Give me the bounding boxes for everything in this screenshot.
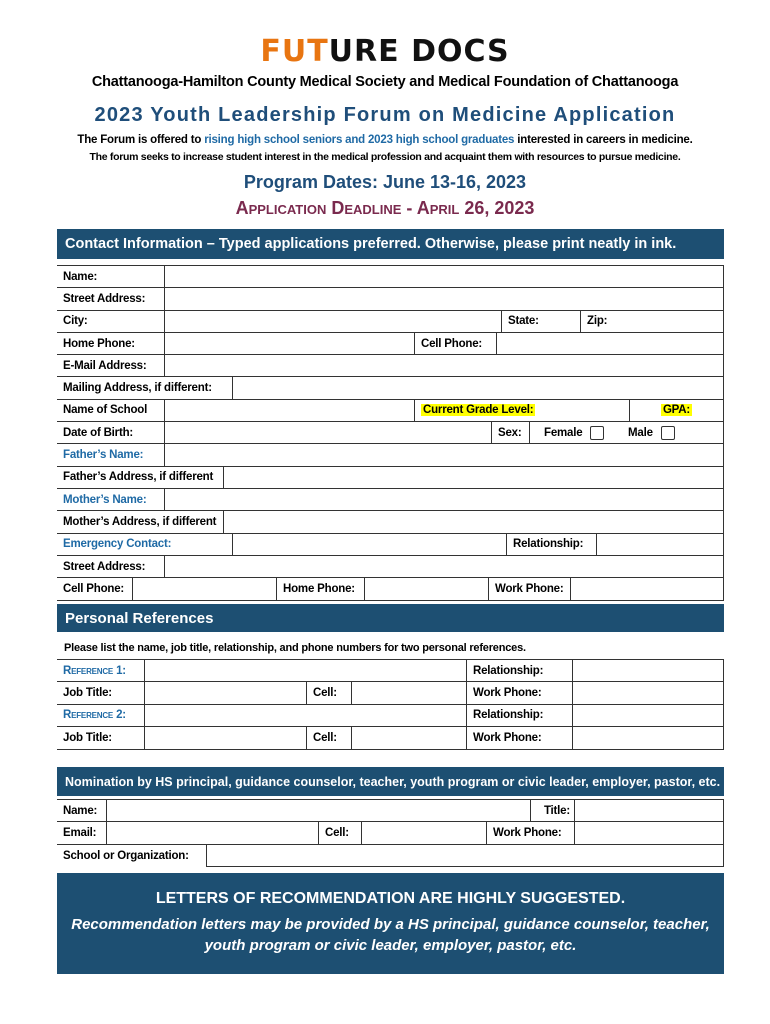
- row-father-address: [57, 467, 723, 489]
- ref1-job-title-label: Job Title:: [57, 682, 145, 703]
- home-phone-label: Home Phone:: [57, 333, 165, 354]
- name-label: Name:: [57, 266, 165, 287]
- relationship-field[interactable]: [597, 534, 723, 555]
- references-section-header: Personal References: [57, 604, 724, 632]
- ref2-cell-field[interactable]: [352, 727, 467, 749]
- organization-name: Chattanooga-Hamilton County Medical Society and Medical Foundation of Chattanooga: [91, 74, 679, 90]
- row-name: [57, 266, 723, 288]
- father-name-label: Father’s Name:: [57, 444, 165, 465]
- home-phone-field[interactable]: [165, 333, 415, 354]
- mother-address-label: Mother’s Address, if different: [57, 511, 224, 532]
- father-address-field[interactable]: [224, 467, 723, 488]
- recommendation-text-line-1: Recommendation letters may be provided by a HS principal, guidance counselor, teacher,: [71, 916, 710, 933]
- nominator-title-label: Title:: [531, 800, 575, 821]
- name-field[interactable]: [165, 266, 723, 287]
- male-option: [628, 422, 723, 443]
- logo-rest: URE DOCS: [328, 34, 510, 69]
- dob-label: Date of Birth:: [57, 422, 165, 443]
- emergency-field[interactable]: [233, 534, 507, 555]
- nominator-name-field[interactable]: [107, 800, 531, 821]
- mailing-label: Mailing Address, if different:: [57, 377, 233, 398]
- row-mother-name: [57, 489, 723, 511]
- page-title: 2023 Youth Leadership Forum on Medicine Application: [94, 104, 676, 126]
- intro-highlight: rising high school seniors and 2023 high school graduates: [204, 134, 515, 146]
- ref2-relationship-field[interactable]: [573, 705, 723, 726]
- intro-text-a: The Forum is offered to: [77, 134, 205, 146]
- ref2-job-title-label: Job Title:: [57, 727, 145, 749]
- female-checkbox[interactable]: [590, 426, 604, 440]
- street-label: Street Address:: [57, 288, 165, 309]
- city-label: City:: [57, 311, 165, 332]
- sex-label: Sex:: [492, 422, 530, 443]
- application-deadline: Application Deadline - April 26, 2023: [235, 198, 535, 218]
- nominator-email-label: Email:: [57, 822, 107, 843]
- ref1-job-title-field[interactable]: [145, 682, 307, 703]
- references-form: [57, 659, 724, 750]
- dob-field[interactable]: [165, 422, 492, 443]
- ref1-cell-label: Cell:: [307, 682, 352, 703]
- cell-phone-field[interactable]: [497, 333, 723, 354]
- nominator-work-phone-field[interactable]: [575, 822, 723, 843]
- row-mailing: [57, 377, 723, 399]
- nominator-cell-field[interactable]: [362, 822, 487, 843]
- father-name-field[interactable]: [165, 444, 723, 465]
- emergency-home-label: Home Phone:: [277, 578, 365, 600]
- ref1-relationship-label: Relationship:: [467, 660, 573, 681]
- logo-f: F: [260, 34, 282, 69]
- gpa-label: GPA:: [662, 404, 691, 417]
- cell-phone-label: Cell Phone:: [415, 333, 497, 354]
- emergency-work-field[interactable]: [571, 578, 723, 600]
- grade-label: Current Grade Level:: [423, 404, 534, 417]
- ref2-job-title-field[interactable]: [145, 727, 307, 749]
- nominator-title-field[interactable]: [575, 800, 723, 821]
- row-ref1-job: [57, 682, 723, 704]
- row-street-2: [57, 556, 723, 578]
- city-field[interactable]: [165, 311, 502, 332]
- female-label: Female: [544, 426, 583, 439]
- row-ref1: [57, 660, 723, 682]
- school-org-label: School or Organization:: [57, 845, 207, 867]
- reference-1-label: Reference 1:: [57, 660, 145, 681]
- reference-2-label: Reference 2:: [57, 705, 145, 726]
- nominator-email-field[interactable]: [107, 822, 319, 843]
- nominator-name-label: Name:: [57, 800, 107, 821]
- gpa-label-cell[interactable]: [630, 400, 723, 421]
- row-street: [57, 288, 723, 310]
- recommendation-text-line-2: youth program or civic leader, employer, pastor, etc.: [204, 937, 577, 954]
- relationship-label: Relationship:: [507, 534, 597, 555]
- ref2-work-phone-label: Work Phone:: [467, 727, 573, 749]
- street-field[interactable]: [165, 288, 723, 309]
- female-option: [530, 422, 628, 443]
- row-nom-name: [57, 800, 723, 822]
- mailing-field[interactable]: [233, 377, 723, 398]
- row-home-phone: [57, 333, 723, 355]
- future-docs-logo: [0, 34, 770, 69]
- reference-2-field[interactable]: [145, 705, 467, 726]
- ref2-cell-label: Cell:: [307, 727, 352, 749]
- ref1-relationship-field[interactable]: [573, 660, 723, 681]
- row-city: [57, 311, 723, 333]
- row-nom-school: [57, 845, 723, 867]
- father-address-label: Father’s Address, if different: [57, 467, 224, 488]
- row-mother-address: [57, 511, 723, 533]
- intro-line-2: The forum seeks to increase student interest in the medical profession and acquaint them with resources to pursue medicine.: [89, 151, 681, 163]
- row-phones: [57, 578, 723, 600]
- row-father-name: [57, 444, 723, 466]
- ref1-work-phone-label: Work Phone:: [467, 682, 573, 703]
- zip-label: Zip:: [587, 315, 608, 328]
- nomination-form: [57, 799, 724, 867]
- contact-section-header: Contact Information – Typed applications preferred. Otherwise, please print neatly in ink.: [57, 229, 724, 259]
- emergency-cell-label: Cell Phone:: [57, 578, 133, 600]
- mother-name-field[interactable]: [165, 489, 723, 510]
- recommendation-heading: LETTERS OF RECOMMENDATION ARE HIGHLY SUGGESTED.: [155, 890, 626, 907]
- references-note: Please list the name, job title, relationship, and phone numbers for two personal references.: [64, 642, 526, 654]
- row-emergency: [57, 534, 723, 556]
- nominator-work-phone-label: Work Phone:: [487, 822, 575, 843]
- emergency-street-field[interactable]: [165, 556, 723, 577]
- emergency-street-label: Street Address:: [57, 556, 165, 577]
- intro-text-c: interested in careers in medicine.: [514, 134, 693, 146]
- recommendation-text: [57, 914, 724, 956]
- male-checkbox[interactable]: [661, 426, 675, 440]
- male-label: Male: [628, 426, 653, 439]
- contact-form: [57, 265, 724, 601]
- emergency-home-field[interactable]: [365, 578, 489, 600]
- recommendation-banner: [57, 873, 724, 974]
- reference-1-field[interactable]: [145, 660, 467, 681]
- logo-ut: UT: [281, 34, 329, 69]
- nominator-cell-label: Cell:: [319, 822, 362, 843]
- ref2-work-phone-field[interactable]: [573, 727, 723, 749]
- intro-line-1: [0, 134, 770, 146]
- row-email: [57, 355, 723, 377]
- emergency-label: Emergency Contact:: [57, 534, 233, 555]
- grade-label-cell[interactable]: [415, 400, 630, 421]
- email-field[interactable]: [165, 355, 723, 376]
- row-ref2: [57, 705, 723, 727]
- row-dob: [57, 422, 723, 444]
- school-label: Name of School: [57, 400, 165, 421]
- emergency-cell-field[interactable]: [133, 578, 277, 600]
- ref1-work-phone-field[interactable]: [573, 682, 723, 703]
- nomination-section-header: Nomination by HS principal, guidance counselor, teacher, youth program or civic leader, employer, pastor, etc.: [57, 767, 724, 796]
- row-ref2-job: [57, 727, 723, 749]
- ref2-relationship-label: Relationship:: [467, 705, 573, 726]
- school-org-field[interactable]: [207, 845, 723, 867]
- email-label: E-Mail Address:: [57, 355, 165, 376]
- mother-name-label: Mother’s Name:: [57, 489, 165, 510]
- program-dates: Program Dates: June 13-16, 2023: [243, 172, 527, 192]
- state-label: State:: [508, 315, 539, 328]
- mother-address-field[interactable]: [224, 511, 723, 532]
- ref1-cell-field[interactable]: [352, 682, 467, 703]
- school-field[interactable]: [165, 400, 415, 421]
- row-school: [57, 400, 723, 422]
- row-nom-email: [57, 822, 723, 844]
- emergency-work-label: Work Phone:: [489, 578, 571, 600]
